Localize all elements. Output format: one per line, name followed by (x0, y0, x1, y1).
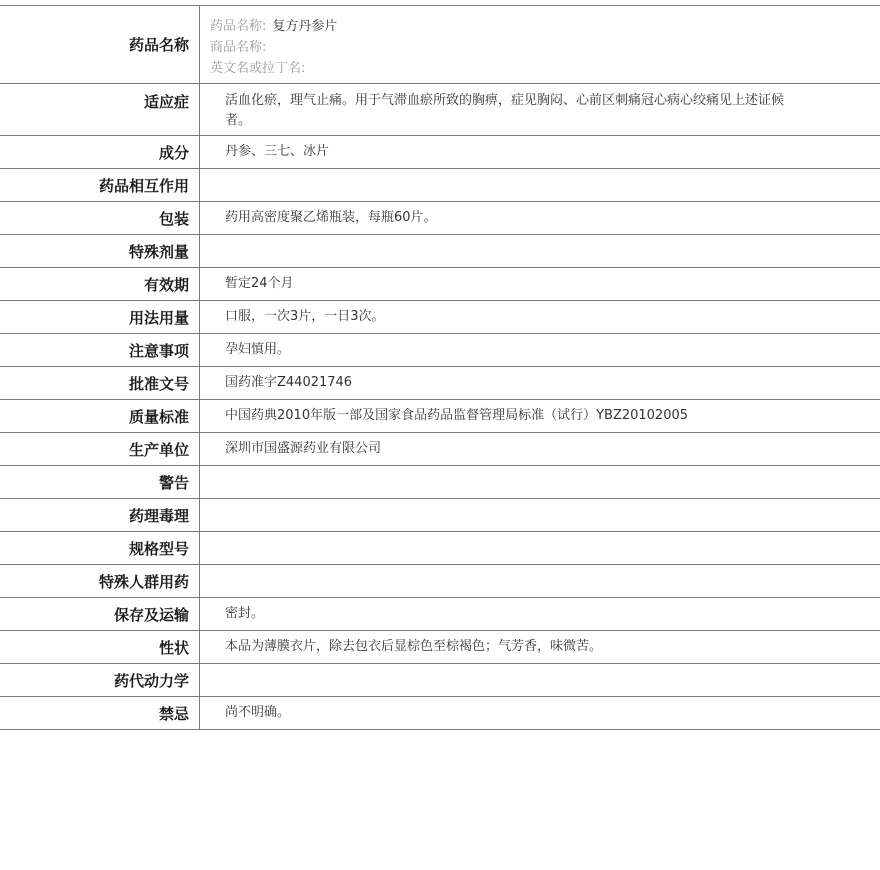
drug-info-table (0, 5, 880, 730)
row-indication (0, 84, 880, 136)
generic-name-line (210, 16, 870, 37)
storage-transport-label: 保存及运输 (0, 598, 200, 630)
interactions-label: 药品相互作用 (0, 169, 200, 201)
pharmacology-toxicology-value (200, 499, 880, 531)
specification-value (200, 532, 880, 564)
trade-name-key: 商品名称: (210, 40, 267, 55)
row-warning (0, 466, 880, 499)
manufacturer-label: 生产单位 (0, 433, 200, 465)
pharmacokinetics-value (200, 664, 880, 696)
precautions-label: 注意事项 (0, 334, 200, 366)
row-pharmacology-toxicology (0, 499, 880, 532)
storage-transport-value: 密封。 (225, 606, 265, 621)
dosage-value: 口服，一次3片，一日3次。 (225, 309, 385, 324)
approval-number-value: 国药准字Z44021746 (225, 375, 353, 390)
ingredients-value: 丹参、三七、冰片 (225, 144, 330, 159)
row-approval-number (0, 367, 880, 400)
drug-name-values (200, 6, 880, 83)
row-specification (0, 532, 880, 565)
row-storage-transport (0, 598, 880, 631)
packaging-label: 包装 (0, 202, 200, 234)
indication-label: 适应症 (0, 84, 200, 135)
row-packaging (0, 202, 880, 235)
row-precautions (0, 334, 880, 367)
dosage-label: 用法用量 (0, 301, 200, 333)
generic-name-value: 复方丹参片 (272, 19, 338, 34)
drug-info-rows (0, 84, 880, 730)
special-dosage-label: 特殊剂量 (0, 235, 200, 267)
row-manufacturer (0, 433, 880, 466)
english-name-line (210, 58, 870, 79)
ingredients-label: 成分 (0, 136, 200, 168)
shelf-life-value: 暂定24个月 (225, 276, 294, 291)
row-interactions (0, 169, 880, 202)
precautions-value: 孕妇慎用。 (225, 342, 291, 357)
trade-name-line (210, 37, 870, 58)
row-ingredients (0, 136, 880, 169)
description-label: 性状 (0, 631, 200, 663)
contraindications-value: 尚不明确。 (225, 705, 291, 720)
row-pharmacokinetics (0, 664, 880, 697)
approval-number-label: 批准文号 (0, 367, 200, 399)
row-description (0, 631, 880, 664)
warning-label: 警告 (0, 466, 200, 498)
row-special-dosage (0, 235, 880, 268)
row-dosage (0, 301, 880, 334)
shelf-life-label: 有效期 (0, 268, 200, 300)
packaging-value: 药用高密度聚乙烯瓶装，每瓶60片。 (225, 210, 437, 225)
specification-label: 规格型号 (0, 532, 200, 564)
english-name-key: 英文名或拉丁名: (210, 61, 306, 76)
indication-value: 活血化瘀，理气止痛。用于气滞血瘀所致的胸痹，症见胸闷、心前区刺痛冠心病心绞痛见上述证候者。 (225, 93, 785, 128)
interactions-value (200, 169, 880, 201)
drug-name-row (0, 6, 880, 84)
drug-name-label: 药品名称 (0, 6, 200, 83)
quality-standard-value: 中国药典2010年版一部及国家食品药品监督管理局标准（试行）YBZ20102005 (225, 408, 689, 423)
pharmacology-toxicology-label: 药理毒理 (0, 499, 200, 531)
special-dosage-value (200, 235, 880, 267)
row-contraindications (0, 697, 880, 730)
manufacturer-value: 深圳市国盛源药业有限公司 (225, 441, 382, 456)
generic-name-key: 药品名称: (210, 19, 267, 34)
special-populations-value (200, 565, 880, 597)
pharmacokinetics-label: 药代动力学 (0, 664, 200, 696)
row-quality-standard (0, 400, 880, 433)
quality-standard-label: 质量标准 (0, 400, 200, 432)
warning-value (200, 466, 880, 498)
row-shelf-life (0, 268, 880, 301)
special-populations-label: 特殊人群用药 (0, 565, 200, 597)
row-special-populations (0, 565, 880, 598)
description-value: 本品为薄膜衣片，除去包衣后显棕色至棕褐色；气芳香，味微苦。 (225, 639, 603, 654)
contraindications-label: 禁忌 (0, 697, 200, 729)
